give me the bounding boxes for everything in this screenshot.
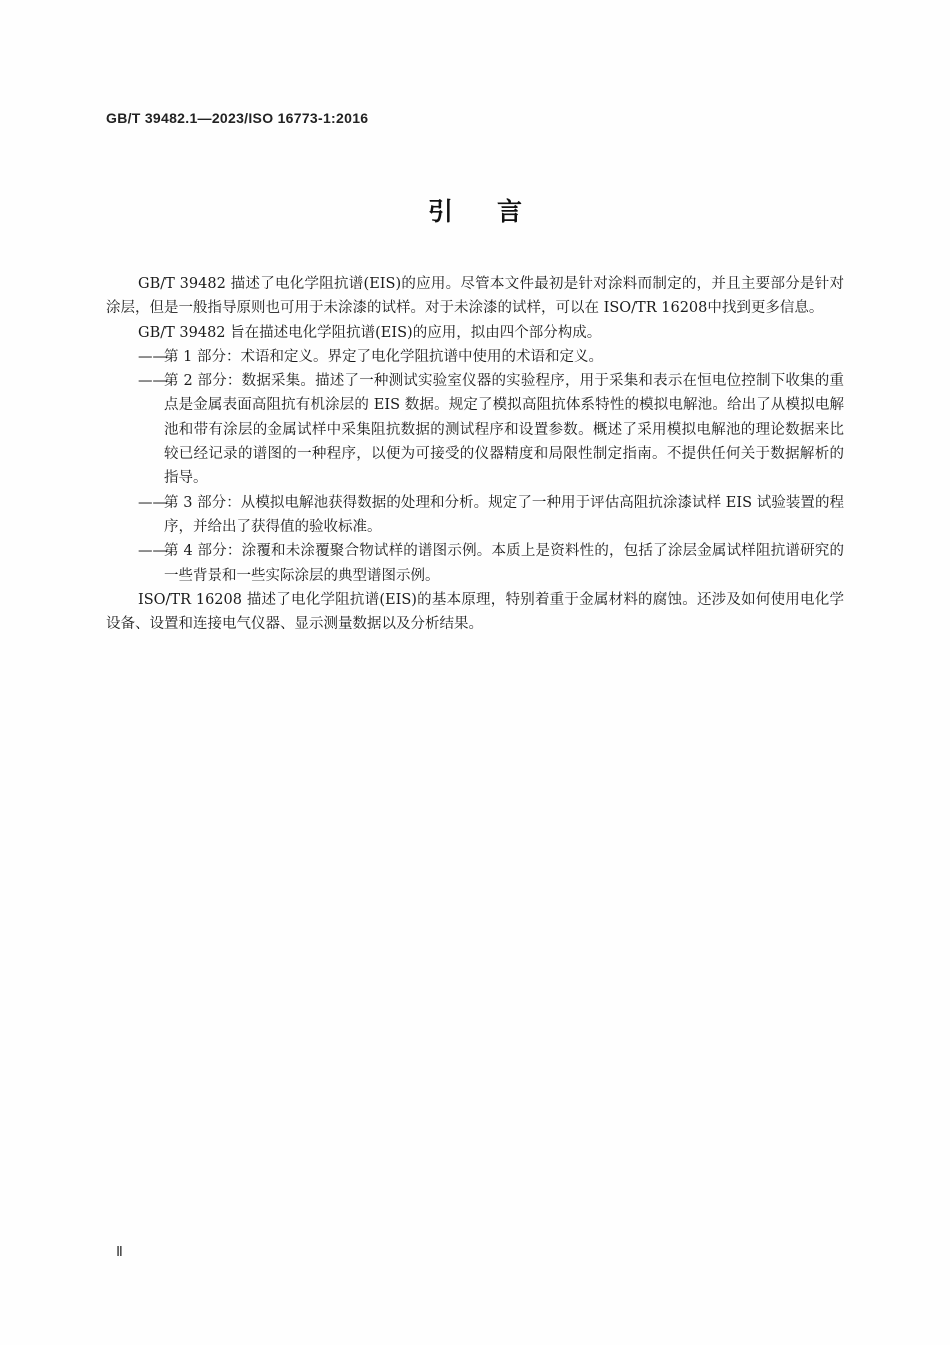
list-dash: —— xyxy=(138,494,167,511)
list-item-text: 第 4 部分：涂覆和未涂覆聚合物试样的谱图示例。本质上是资料性的，包括了涂层金属试样阻抗谱研究的一些背景和一些实际涂层的典型谱图示例。 xyxy=(164,543,844,584)
list-item-part-2 xyxy=(106,369,844,490)
list-dash: —— xyxy=(138,348,167,365)
page-title: 引言 xyxy=(427,197,566,226)
body-text xyxy=(106,272,844,636)
list-item-part-1 xyxy=(106,345,844,369)
list-dash: —— xyxy=(138,373,167,390)
list-item-part-4 xyxy=(106,539,844,588)
standard-code-header: GB/T 39482.1—2023/ISO 16773-1:2016 xyxy=(106,110,369,126)
list-dash: —— xyxy=(138,543,167,560)
page-number: Ⅱ xyxy=(116,1245,123,1260)
list-item-text: 第 1 部分：术语和定义。界定了电化学阻抗谱中使用的术语和定义。 xyxy=(164,348,603,365)
list-item-text: 第 3 部分：从模拟电解池获得数据的处理和分析。规定了一种用于评估高阻抗涂漆试样 EIS 试验装置的程序，并给出了获得值的验收标准。 xyxy=(164,494,844,535)
intro-paragraph-2: GB/T 39482 旨在描述电化学阻抗谱(EIS)的应用，拟由四个部分构成。 xyxy=(138,324,602,341)
intro-paragraph-1: GB/T 39482 描述了电化学阻抗谱(EIS)的应用。尽管本文件最初是针对涂料而制定的，并且主要部分是针对涂层，但是一般指导原则也可用于未涂漆的试样。对于未涂漆的试样，可以在 ISO/TR 16208中找到更多信息。 xyxy=(106,276,844,317)
closing-paragraph: ISO/TR 16208 描述了电化学阻抗谱(EIS)的基本原理，特别着重于金属材料的腐蚀。还涉及如何使用电化学设备、设置和连接电气仪器、显示测量数据以及分析结果。 xyxy=(106,591,844,633)
list-item-text: 第 2 部分：数据采集。描述了一种测试实验室仪器的实验程序，用于采集和表示在恒电位控制下收集的重点是金属表面高阻抗有机涂层的 EIS 数据。规定了模拟高阻抗体系特性的模拟电解池。给出了从模拟电解池和带有涂层的金属试样中采集阻抗数据的测试程序和设置参数。概述了采用模拟电解池的理论数据来比较已经记录的谱图的一种程序，以便为可接受的仪器精度和局限性制定指南。不提供任何关于数据解析的指导。 xyxy=(164,373,844,487)
list-item-part-3 xyxy=(106,491,844,540)
